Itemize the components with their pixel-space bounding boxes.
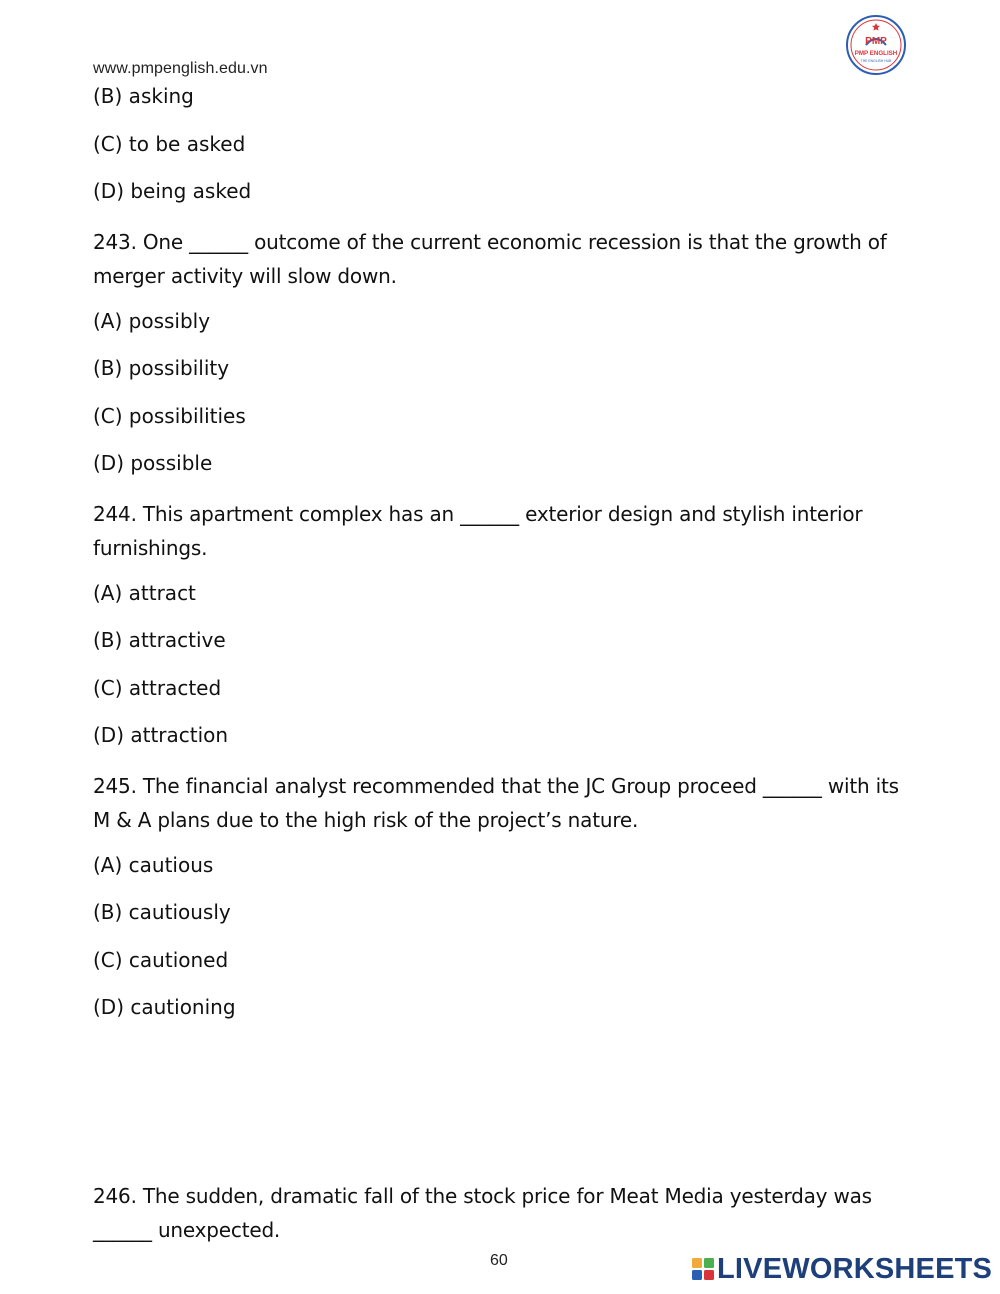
option-c: (C) to be asked <box>93 131 246 156</box>
site-url: www.pmpenglish.edu.vn <box>93 60 268 77</box>
option-b: (B) asking <box>93 84 194 108</box>
liveworksheets-brand <box>692 1252 992 1286</box>
option-b: (B) cautiously <box>93 900 231 924</box>
question-245: 245. The financial analyst recommended that the JC Group proceed ______ with its M & A plans due to the high risk of the project’s nature. <box>93 773 899 832</box>
option-a: (A) attract <box>93 580 196 605</box>
option-b: (B) possibility <box>93 356 230 380</box>
option-d: (D) attraction <box>93 723 229 747</box>
option-a: (A) cautious <box>93 852 214 877</box>
logo-subtext: THE ENGLISH HUB <box>860 59 892 63</box>
question-list <box>93 82 903 1041</box>
option-b: (B) attractive <box>93 628 226 652</box>
question-244: 244. This apartment complex has an ______ exterior design and stylish interior furnishings. <box>93 501 863 560</box>
pmp-english-logo <box>845 14 907 76</box>
option-c: (C) cautioned <box>93 947 229 972</box>
page-number: 60 <box>490 1252 508 1269</box>
option-d: (D) cautioning <box>93 995 236 1019</box>
liveworksheets-wordmark: LIVEWORKSHEETS <box>717 1252 993 1285</box>
option-c: (C) attracted <box>93 675 222 700</box>
question-243: 243. One ______ outcome of the current economic recession is that the growth of merger activity will slow down. <box>93 229 887 288</box>
option-a: (A) possibly <box>93 308 211 333</box>
option-d: (D) being asked <box>93 179 252 203</box>
option-d: (D) possible <box>93 451 213 475</box>
option-c: (C) possibilities <box>93 403 246 428</box>
logo-name: PMP ENGLISH <box>854 50 898 57</box>
liveworksheets-logo-icon <box>692 1258 714 1280</box>
logo-top-text: PMP <box>865 36 887 47</box>
question-246: 246. The sudden, dramatic fall of the stock price for Meat Media yesterday was ______ unexpected. <box>93 1184 872 1242</box>
